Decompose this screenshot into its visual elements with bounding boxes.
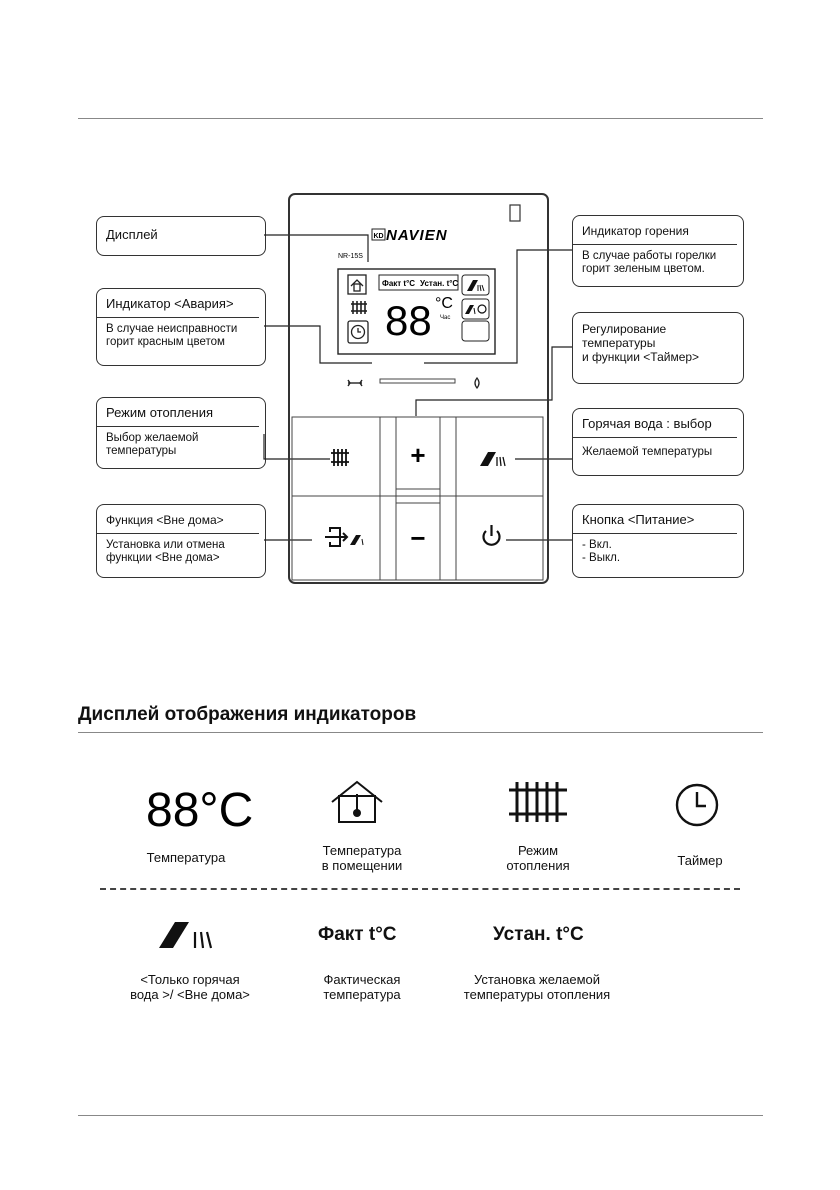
legend-label-heating-mode: Режим отопления <box>506 843 570 873</box>
legend-divider <box>100 888 740 890</box>
fact-label-icon: Факт t°C <box>318 924 397 945</box>
callout-burner-desc: В случае работы горелки горит зеленым цветом. <box>582 250 717 275</box>
lcd-radiator-icon <box>351 301 367 314</box>
callout-heating-mode-title: Режим отопления <box>97 398 259 427</box>
brand-badge: KD <box>373 233 384 240</box>
model-label: NR-15S <box>338 253 363 260</box>
controller-drawing <box>290 195 547 582</box>
legend-label-room-temperature: Температура в помещении <box>321 843 403 873</box>
plus-icon: + <box>410 440 426 470</box>
legend-label-hot-water: <Только горячая вода >/ <Вне дома> <box>130 972 250 1002</box>
minus-icon: − <box>410 523 426 553</box>
legend-label-actual-temperature: Фактическая температура <box>323 972 401 1002</box>
set-label-icon: Устан. t°C <box>493 924 584 945</box>
callout-away-title: Функция <Вне дома> <box>97 505 259 534</box>
plus-button[interactable] <box>396 417 440 489</box>
callout-display-title: Дисплей <box>106 227 158 242</box>
brand-logo: NAVIEN <box>386 227 448 244</box>
bottom-rule <box>78 1115 763 1116</box>
minus-button[interactable] <box>396 503 440 580</box>
legend-title: Дисплей отображения индикаторов <box>78 704 417 725</box>
lcd-clock-icon <box>348 321 368 343</box>
lcd-house-icon <box>348 275 366 294</box>
callout-adjust-title: Регулирование температуры и функции <Таймер> <box>582 322 700 364</box>
callout-alarm-title: Индикатор <Авария> <box>97 289 259 318</box>
away-button[interactable] <box>292 496 380 580</box>
lcd-degree: °C <box>435 295 453 312</box>
house-thermometer-icon <box>327 778 387 828</box>
legend-title-rule <box>78 732 763 733</box>
callout-hot-water-title: Горячая вода : выбор <box>573 409 737 438</box>
temperature-digits-text: 88°C <box>146 784 254 837</box>
lcd-away-frame <box>462 299 489 319</box>
burner-led <box>510 205 520 221</box>
lcd-hours-label: Час <box>440 315 451 321</box>
controller-panel <box>288 193 549 584</box>
lcd-hotwater-frame <box>462 275 489 295</box>
clock-icon <box>672 780 722 830</box>
legend-label-temperature: Температура <box>146 850 226 865</box>
legend-label-set-temperature: Установка желаемой температуры отопления <box>463 972 611 1002</box>
callout-alarm-desc: В случае неисправности горит красным цветом <box>106 323 238 348</box>
callout-hot-water-desc: Желаемой температуры <box>582 446 713 458</box>
lcd-spare-frame <box>462 321 489 341</box>
lcd-hotwater-icon <box>467 280 484 291</box>
radiator-icon <box>503 776 573 826</box>
callout-heating-mode-desc: Выбор желаемой температуры <box>106 432 199 457</box>
callout-power-desc: - Вкл. - Выкл. <box>582 539 621 564</box>
lcd-temperature-digits: 88 <box>385 297 432 344</box>
power-button[interactable] <box>456 496 543 580</box>
temperature-digits-icon <box>146 780 254 837</box>
heating-mode-button[interactable] <box>292 417 380 496</box>
wrench-icon <box>348 380 362 386</box>
hot-water-button[interactable] <box>456 417 543 496</box>
indicator-strip <box>380 379 455 383</box>
legend-label-timer: Таймер <box>677 853 723 868</box>
callout-burner-title: Индикатор горения <box>573 216 737 245</box>
flame-icon <box>475 378 479 388</box>
lcd-set-label: Устан. t°C <box>420 279 459 288</box>
hot-water-icon <box>155 916 225 956</box>
lcd-away-icon <box>465 305 486 314</box>
lcd-fact-label: Факт t°C <box>382 279 416 288</box>
callout-away-desc: Установка или отмена функции <Вне дома> <box>106 539 225 564</box>
callout-power-title: Кнопка <Питание> <box>573 505 737 534</box>
